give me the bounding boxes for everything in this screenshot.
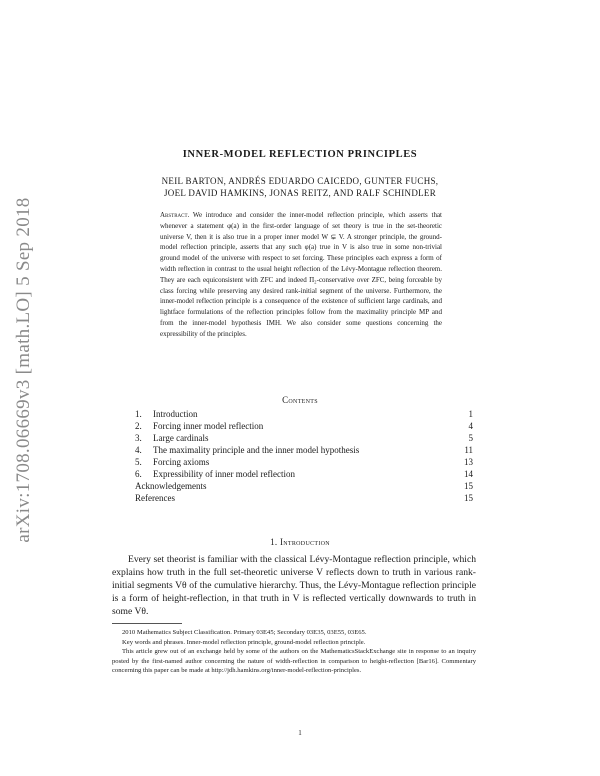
toc-title: Introduction [153,409,198,419]
toc-page: 4 [468,421,473,431]
abstract-label: Abstract. [160,211,190,219]
toc-page: 14 [464,469,473,479]
paper-title: INNER-MODEL REFLECTION PRINCIPLES [182,149,418,160]
toc-title: Forcing axioms [153,457,210,467]
abstract [160,210,442,340]
footnote-keywords: Key words and phrases. Inner-model reflection principle, ground-model reflection principle. [122,638,366,646]
toc-entry[interactable] [135,456,473,468]
footnote-msc: 2010 Mathematics Subject Classification. Primary 03E45; Secondary 03E35, 03E55, 03E65. [122,629,367,636]
toc-page: 1 [468,409,473,419]
footnote-note: This article grew out of an exchange held by some of the authors on the MathematicsStackExchange site in response to an inquiry posted by the first-named author concerning the nature of width-reflection in comparison to height-reflection [Bar16]. Commentary concerning this paper can be made at http://jdh.hamkins.org/inner-model-reflection-principles. [112,648,476,674]
toc-page: 15 [464,493,473,503]
toc-number: 3. [135,433,142,443]
toc-title: Forcing inner model reflection [153,421,264,431]
toc-title: The maximality principle and the inner model hypothesis [153,445,360,455]
arxiv-stamp [4,140,44,600]
toc-number: 6. [135,469,142,479]
author-line-2: JOEL DAVID HAMKINS, JONAS REITZ, AND RALF SCHINDLER [163,188,437,198]
arxiv-identifier: arXiv:1708.06669v3 [math.LO] 5 Sep 2018 [13,197,34,543]
footnote-rule [112,623,182,624]
toc-number: 2. [135,421,142,431]
toc-entry[interactable] [135,444,473,456]
author-block [0,175,600,199]
toc-entry[interactable] [135,408,473,420]
toc-number: 5. [135,457,142,467]
toc-entry[interactable] [135,420,473,432]
toc-page: 15 [464,481,473,491]
introduction-paragraph: Every set theorist is familiar with the classical Lévy-Montague reflection principle, which explains how truth in the full set-theoretic universe V reflects down to truth in various rank-initial segments Vθ of the cumulative hierarchy. Thus, the Lévy-Montague reflection principle is a form of height-reflection, in that truth in V is reflected vertically downwards to truth in some Vθ. [112,554,476,617]
toc-entry[interactable] [135,468,473,480]
contents-heading: Contents [282,395,318,405]
page-number: 1 [298,729,302,737]
toc-page: 5 [468,433,473,443]
toc-page: 11 [464,445,473,455]
toc-entry[interactable] [135,492,473,504]
toc-title: Acknowledgements [135,481,207,491]
toc-number: 1. [135,409,142,419]
toc-entry[interactable] [135,432,473,444]
toc-number: 4. [135,445,142,455]
abstract-text: We introduce and consider the inner-model reflection principle, which asserts that whenever a statement φ(a) in the first-order language of set theory is true in the set-theoretic universe V, then it is also true in a proper inner model W ⊊ V. A stronger principle, the ground-model reflection principle, asserts that any such φ(a) true in V is also true in some non-trivial ground model of the universe with respect to set forcing. These principles each express a form of width reflection in contrast to the usual height reflection of the Lévy-Montague reflection theorem. They are each equiconsistent with ZFC and indeed Π₂-conservative over ZFC, being forceable by class forcing while preserving any desired rank-initial segment of the universe. Furthermore, the inner-model reflection principle is a consequence of the existence of sufficient large cardinals, and lightface formulations of the reflection principles follow from the maximality principle MP and from the inner-model hypothesis IMH. We also consider some questions concerning the expressibility of the principles. [160,211,442,338]
toc-title: Large cardinals [153,433,209,443]
author-line-1: NEIL BARTON, ANDRÉS EDUARDO CAICEDO, GUNTER FUCHS, [161,176,439,186]
section-heading-introduction: 1. Introduction [270,537,330,547]
table-of-contents [135,408,473,504]
footnotes [112,628,476,676]
toc-title: References [135,493,175,503]
toc-entry[interactable] [135,480,473,492]
toc-page: 13 [464,457,473,467]
toc-title: Expressibility of inner model reflection [153,469,295,479]
